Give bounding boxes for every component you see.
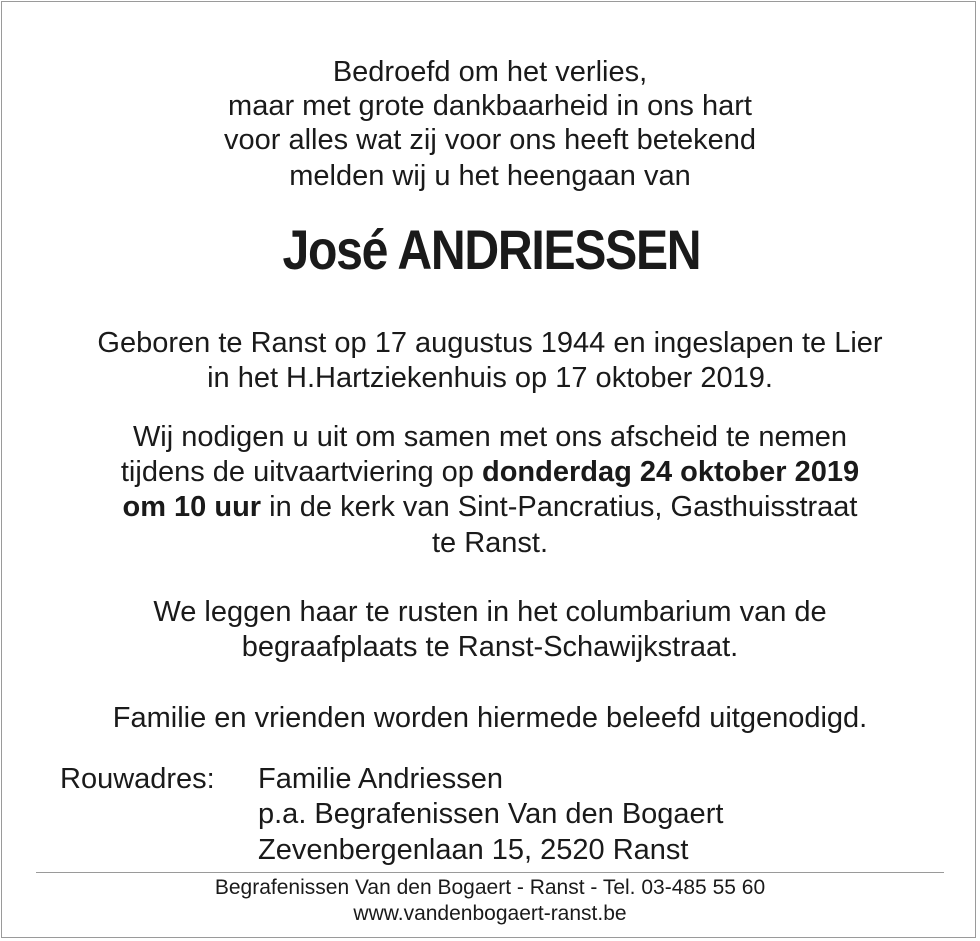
funeral-line-2-text: tijdens de uitvaartviering op bbox=[120, 456, 482, 488]
intro-line-1: Bedroefd om het verlies, bbox=[332, 56, 648, 88]
invite-line: Familie en vrienden worden hiermede beleefd uitgenodigd. bbox=[112, 702, 868, 734]
funeral-date: donderdag 24 oktober 2019 bbox=[481, 456, 860, 488]
rest-line-2: begraafplaats te Ranst-Schawijkstraat. bbox=[241, 631, 739, 663]
born-line-1: Geboren te Ranst op 17 augustus 1944 en ingeslapen te Lier bbox=[97, 327, 883, 359]
funeral-line-1: Wij nodigen u uit om samen met ons afscheid te nemen bbox=[132, 421, 848, 453]
born-line-2: in het H.Hartziekenhuis op 17 oktober 2019. bbox=[207, 362, 773, 394]
rest-line-1: We leggen haar te rusten in het columbarium van de bbox=[153, 596, 827, 628]
intro-line-2: maar met grote dankbaarheid in ons hart bbox=[228, 90, 752, 122]
funeral-line-4: te Ranst. bbox=[431, 527, 549, 559]
deceased-name: José ANDRIESSEN bbox=[282, 218, 701, 281]
intro-line-4: melden wij u het heengaan van bbox=[289, 160, 691, 192]
funeral-location: in de kerk van Sint-Pancratius, Gasthuisstraat bbox=[261, 491, 858, 523]
funeral-time: om 10 uur bbox=[122, 491, 262, 523]
intro-line-3: voor alles wat zij voor ons heeft betekend bbox=[224, 124, 756, 156]
funeral-line-3 bbox=[0, 490, 980, 524]
footer-company: Begrafenissen Van den Bogaert - Ranst - Tel. 03-485 55 60 bbox=[214, 876, 766, 899]
address-line-2: p.a. Begrafenissen Van den Bogaert bbox=[258, 798, 724, 830]
address-line-3: Zevenbergenlaan 15, 2520 Ranst bbox=[258, 834, 689, 866]
footer-website: www.vandenbogaert-ranst.be bbox=[353, 902, 627, 925]
footer-divider bbox=[36, 872, 944, 873]
funeral-line-2 bbox=[0, 455, 980, 489]
address-line-1: Familie Andriessen bbox=[258, 763, 503, 795]
address-label: Rouwadres: bbox=[60, 763, 215, 795]
